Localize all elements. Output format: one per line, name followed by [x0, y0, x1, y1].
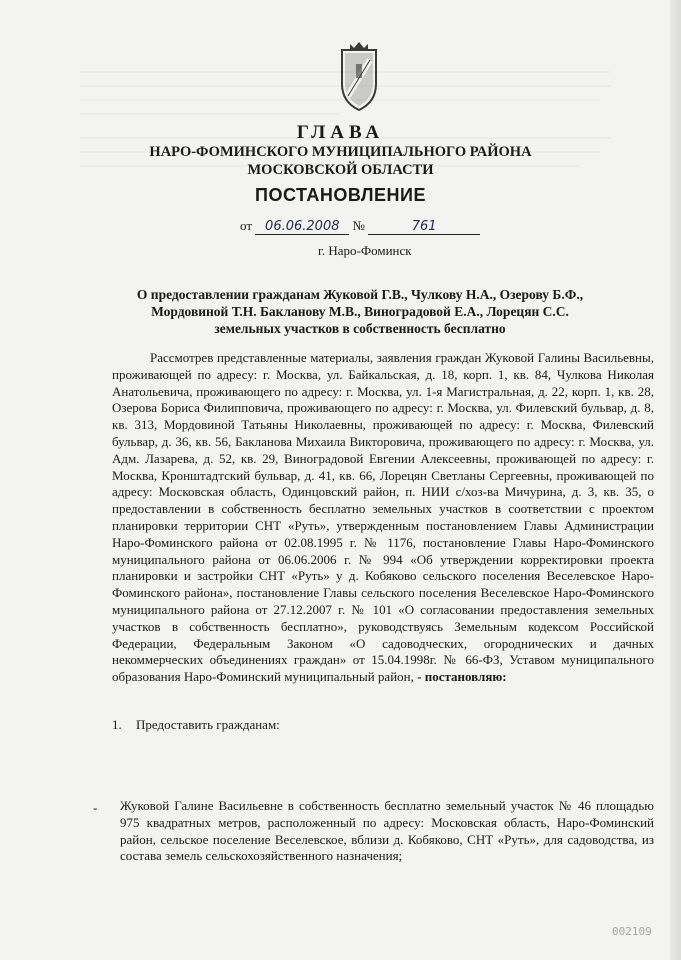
grant-item: Жуковой Галине Васильевне в собственность бесплатно земельный участок № 46 площадью 975 квадратных метров, расположенный по адресу: Московская область, Наро-Фоминский район, сельское поселение Веселевское, вблизи д. Кобяково, СНТ «Руть», для садоводства, из состава земель сельскохозяйственного назначения; — [120, 798, 654, 864]
organization-line-1: НАРО-ФОМИНСКОГО МУНИЦИПАЛЬНОГО РАЙОНА — [149, 144, 532, 160]
coat-of-arms-icon — [336, 40, 382, 114]
list-dash: - — [93, 800, 98, 815]
document-serial: 002109 — [612, 925, 652, 938]
document-type: ПОСТАНОВЛЕНИЕ — [255, 185, 426, 205]
organization-line-2: МОСКОВСКОЙ ОБЛАСТИ — [247, 162, 434, 178]
subject-heading — [120, 286, 600, 337]
date-number-line — [240, 218, 480, 235]
list-item-number: 1. — [112, 717, 122, 732]
list-item-text: Предоставить гражданам: — [136, 717, 280, 732]
date-prefix: от — [240, 218, 253, 233]
resolve-text: - постановляю: — [417, 669, 507, 685]
date-value: 06.06.2008 — [255, 219, 349, 235]
number-prefix: № — [352, 218, 365, 233]
subject-line-1: О предоставлении гражданам Жуковой Г.В., Чулкову Н.А., Озерову Б.Ф., — [136, 287, 584, 302]
list-item-1 — [112, 717, 280, 733]
subject-line-3: земельных участков в собственность бесплатно — [214, 321, 506, 336]
city: г. Наро-Фоминск — [318, 243, 412, 258]
head-title: ГЛАВА — [296, 122, 385, 143]
subject-line-2: Мордовиной Т.Н. Бакланову М.В., Виноградовой Е.А., Лорецян С.С. — [151, 304, 569, 319]
main-paragraph — [112, 350, 654, 686]
organization-name — [0, 143, 681, 179]
number-value: 761 — [368, 219, 480, 235]
paragraph-text: Рассмотрев представленные материалы, заявления граждан Жуковой Галины Васильевны, проживающей по адресу: г. Москва, ул. Байкальская, д. 18, корп. 1, кв. 84, Чулкова Николая Анатольевича, проживающего по адресу: г. Москва, ул. 1-я Магистральная, д. 22, корп. 1, кв. 28, Озерова Бориса Филипповича, проживающего по адресу: г. Москва, ул. Филевский бульвар, д. 8, кв. 313, Мордовиной Татьяны Николаевны, проживающей по адресу: г. Москва, Филевский бульвар, д. 36, кв. 56, Бакланова Михаила Викторовича, проживающего по адресу: г. Москва, ул. Адм. Лазарева, д. 52, кв. 29, Виноградовой Евгении Алексеевны, проживающей по адресу: г. Москва, Кронштадтский бульвар, д. 41, кв. 66, Лорецян Светланы Сергеевны, проживающей по адресу: Московская область, Одинцовский район, п. НИИ с/хоз-ва Мичурина, д. 3, кв. 35, о предоставлении в собственность бесплатно земельных участков в соответствии с проектом планировки территории СНТ «Руть», утвержденным постановлением Главы Администрации Наро-Фоминского района от 02.08.1995 г. № 1176, постановление Главы Наро-Фоминского муниципального района от 06.06.2006 г. № 994 «Об утверждении корректировки проекта планировки и застройки СНТ «Руть» у д. Кобяково сельского поселения Веселевское Наро-Фоминского района», постановление Главы сельского поселения Веселевское Наро-Фоминского муниципального района от 27.12.2007 г. № 101 «О согласовании предоставления земельных участков в собственность бесплатно», руководствуясь Земельным кодексом Российской Федерации, Федеральным Законом «О садоводческих, огороднических и дачных некоммерческих объединениях граждан» от 15.04.1998г. № 66-ФЗ, Уставом муниципального образования Наро-Фоминский муниципальный район, — [112, 350, 654, 685]
